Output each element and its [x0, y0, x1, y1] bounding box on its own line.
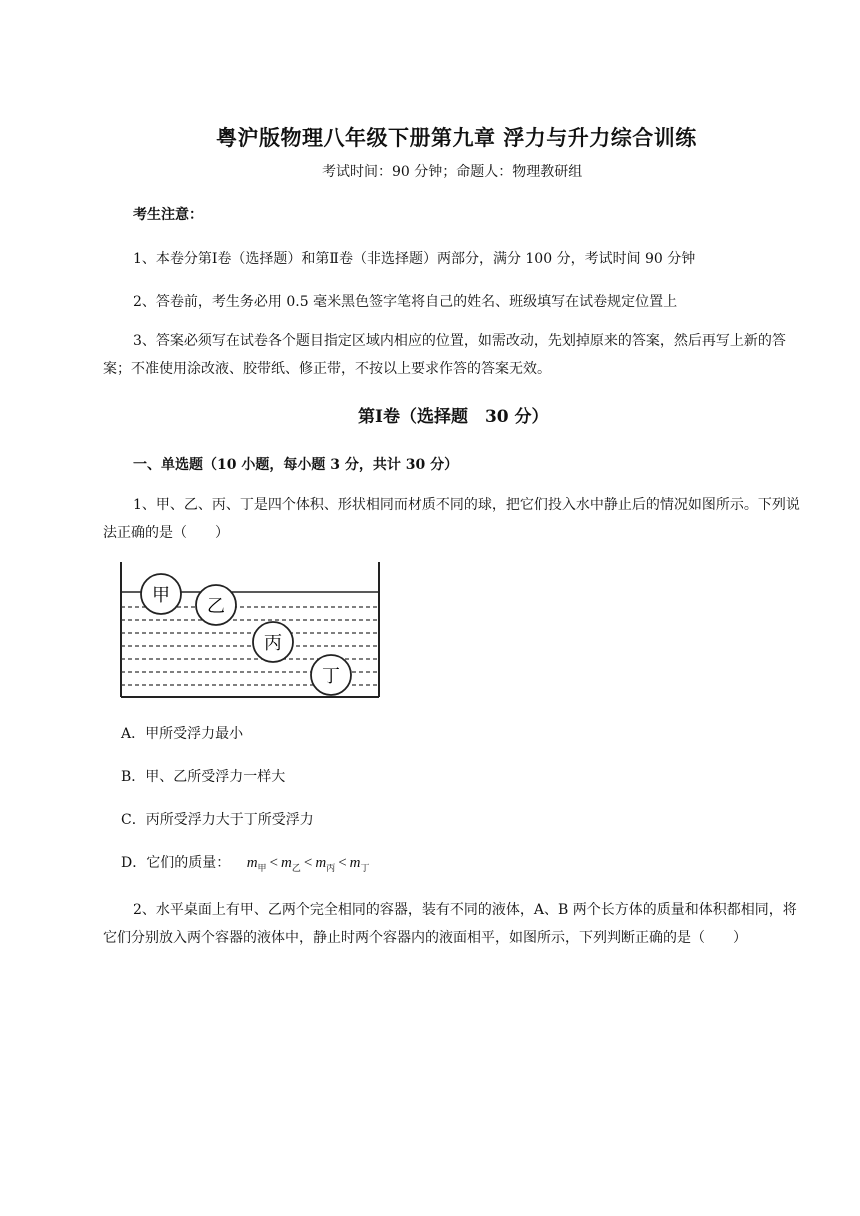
option-c[interactable]: C．丙所受浮力大于丁所受浮力: [121, 812, 314, 828]
ball-yi-label: 乙: [207, 596, 225, 617]
mass-inequality: $m_甲 < m_乙 < m_丙 < m_丁$: [246, 855, 370, 873]
notice-item-2: 2、答卷前，考生务必用 0.5 毫米黑色签字笔将自己的姓名、班级填写在试卷规定位置上: [133, 294, 678, 310]
option-a[interactable]: A．甲所受浮力最小: [121, 726, 244, 742]
option-d[interactable]: [121, 852, 370, 874]
option-b[interactable]: B．甲、乙所受浮力一样大: [121, 769, 286, 785]
notice-item-1: 1、本卷分第Ⅰ卷（选择题）和第Ⅱ卷（非选择题）两部分，满分 100 分，考试时间 90 分钟: [133, 251, 696, 267]
option-d-prefix: D．它们的质量：: [121, 855, 231, 871]
question-1-stem: 1、甲、乙、丙、丁是四个体积、形状相同而材质不同的球，把它们投入水中静止后的情况如图所示。下列说法正确的是（ ）: [103, 497, 800, 541]
ball-yi: [196, 585, 236, 625]
ball-ding-label: 丁: [322, 666, 340, 687]
ball-bing: [253, 622, 293, 662]
ball-ding: [311, 655, 351, 695]
notice-heading: 考生注意：: [133, 207, 203, 223]
section-title: 第Ⅰ卷（选择题 30 分）: [358, 407, 549, 427]
ball-jia-label: 甲: [152, 585, 170, 606]
ball-jia: [141, 574, 181, 614]
ball-bing-label: 丙: [264, 633, 282, 654]
exam-info: 考试时间：90 分钟；命题人：物理教研组: [322, 164, 583, 180]
notice-item-3: 3、答案必须写在试卷各个题目指定区域内相应的位置，如需改动，先划掉原来的答案，然后再写上新的答案；不准使用涂改液、胶带纸、修正带，不按以上要求作答的答案无效。: [103, 333, 786, 377]
page-title: 粤沪版物理八年级下册第九章 浮力与升力综合训练: [216, 125, 697, 150]
question-1-figure: [118, 562, 384, 700]
question-2-stem: 2、水平桌面上有甲、乙两个完全相同的容器，装有不同的液体，A、B 两个长方体的质量和体积都相同，将它们分别放入两个容器的液体中，静止时两个容器内的液面相平，如图所示，下列判断正确的是（ ）: [103, 902, 797, 946]
part-heading: 一、单选题（10 小题，每小题 3 分，共计 30 分）: [133, 457, 459, 473]
